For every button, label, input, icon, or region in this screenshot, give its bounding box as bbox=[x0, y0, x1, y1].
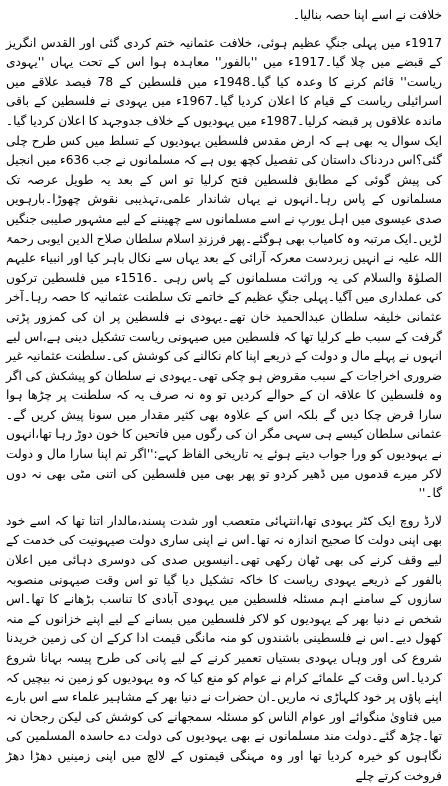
document-paragraph-intro: خلافت نے اسے اپنا حصہ بنالیا۔ bbox=[292, 8, 442, 22]
document-paragraph-lord-roch: لارڈ روچ ایک کٹر یہودی تھا،انتہائی متعصب اور شدت پسند،مالدار اتنا تھا کہ اسے خود بھی اپنی دولت کا صحیح اندازہ نہ تھا۔اس نے اپنی ساری دولت صیہونیت کی خدمت کے لیے وقف کرنے کی بھی ٹھان رکھی تھی۔انیسویں صدی کی دوسری دہائی میں اعلان بالفور کے ذریعے یہودی ریاست کا خاکہ تشکیل دیا گیا تو اس وقت صیہونی منصوبہ سازوں کے سامنے اہم مسئلہ فلسطین میں یہودی آبادی کا تناسب بڑھانے کا تھا۔اس شخص نے دنیا بھر کے یہودیوں کو لاکر فلسطین میں بسانے کے لیے اپنے خزانوں کے منہ کھول دیے۔اس نے فلسطینی باشندوں کو منہ مانگی قیمت ادا کرکے ان کی زمین خریدنا شروع کی اور وہاں یہودی بستیاں تعمیر کرنے کے لیے پانی کی طرح پیسہ بہانا شروع کردیا۔اس وقت کے علمائے کرام نے عوام کو منع کیا کہ وہ یہودیوں کو زمین نہ بیچیں کہ اپنے پاؤں پر خود کلہاڑی نہ ماریں۔ان حضرات نے دنیا بھر کے مشاہیر علماء سے اس بارے میں فتاویٰ منگوائے اور عوام الناس کو مسئلہ سمجھانے کی کوشش کی لیکن رجحان نہ تھا۔چڑھ گئے۔دولت مند مسلمانوں نے بھی یہودیوں کی دولت دے حاسدہ المسلمین کی نگاہوں کو خیرہ کردیا تھا اور وہ مہنگی قیمتوں کے لالچ میں اپنی زمینیں دھڑا دھڑ فروخت کرتے چلے bbox=[6, 513, 442, 783]
document-paragraph-history: 1917ء میں پہلی جنگِ عظیم ہوئی، خلافت عثمانیہ ختم کردی گئی اور القدس انگریز کے قبضے میں چلا گیا۔1917ء میں ''بالفور'' معاہدہ ہوا اس کے تحت یہاں ''یہودی ریاست'' قائم کرنے کا وعدہ کیا گیا۔1948ء میں فلسطین کے 78 فیصد علاقے میں اسرائیلی ریاست کے قیام کا اعلان کردیا گیا۔1967ء میں یہودی نے فلسطین کے باقی ماندہ علاقوں پر قبضہ کرلیا۔1987ء میں یہودیوں کے خلاف جدوجہد کا اعلان کردیا گیا۔ایک سوال یہ بھی ہے کہ ارض مقدس فلسطین یہودیوں کے تسلط میں کس طرح چلی گئی؟اس دردناک داستان کی تفصیل کچھ یوں ہے کہ مسلمانوں نے جب 636ء میں انجیل کی پیش گوئی کے مطابق فلسطین فتح کرلیا تو اس کے بعد یہ طویل عرصہ تک مسلمانوں کے پاس رہا۔انہوں نے یہاں شاندار علمی،تہذیبی نقوش چھوڑا۔بارہویں صدی عیسوی میں اہل یورپ نے اسے مسلمانوں سے چھیننے کے لیے مشہور صلیبی جنگیں لڑیں۔ایک مرتبہ وہ کامیاب بھی ہوگئے۔پھر فرزندِ اسلام سلطان صلاح الدین ایوبی رحمۃ اللہ علیہ نے انہیں زبردست معرکہ آرائی کے بعد یہاں سے نکال باہر کیا اور انبیاء علیہم الصلوٰۃ والسلام کی یہ وراثت مسلمانوں کے پاس رہی ۔1516ء میں فلسطین ترکوں کی عملداری میں آگیا۔پہلی جنگِ عظیم کے خاتمے تک سلطنت عثمانیہ کا حصہ رہا۔آخر عثمانی خلیفہ سلطان عبدالحمید خان تھے۔یہودی نے فلسطین پر ان کی کمزور پڑتی گرفت کے سبب طے کرلیا تھا کہ فلسطین میں صیہونی ریاست تشکیل دینی ہے،اس لیے انہوں نے پہلے مال و دولت کے ذریعے اپنا کام نکالنے کی کوشش کی۔سلطنت عثمانیہ غیر ضروری اخراجات کے سبب مقروض ہو چکی تھی۔یہودی نے سلطان کو پیشکش کی اگر وہ فلسطین کا علاقہ ان کے حوالے کردیں تو وہ نہ صرف یہ کہ سلطنت پر چڑھا ہوا سارا قرض چکا دیں گے بلکہ اس کے علاوہ بھی کثیر مقدار میں سونا پیش کریں گے۔عثمانی سلطان کیسے ہی سہی مگر ان کی رگوں میں فاتحین کا خون دوڑ رہا تھا،انہوں نے یہودیوں کو ورا جواب دیتے ہوئے یہ تاریخی الفاظ کہے:''اگر تم اپنا سارا مال و دولت لاکر میرے قدموں میں ڈھیر کردو تو پھر بھی میں فلسطین کی اتنی مٹی بھی نہ دوں گا۔'' bbox=[6, 35, 443, 501]
